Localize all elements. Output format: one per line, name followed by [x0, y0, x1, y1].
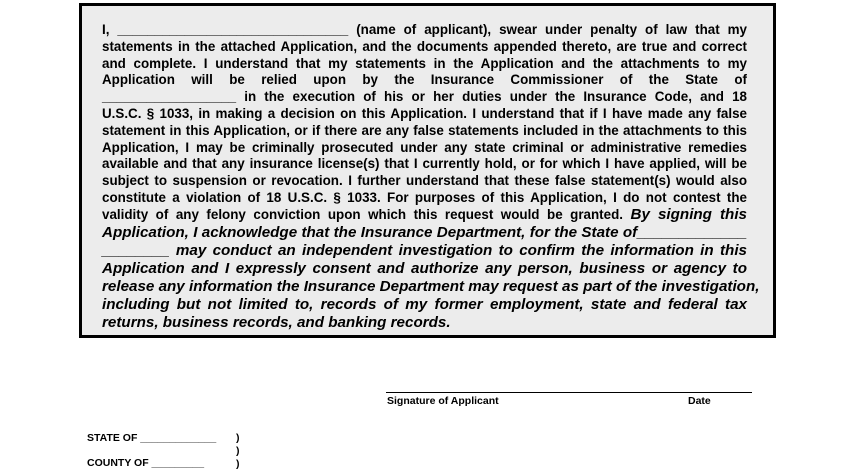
declaration-line-italic-part: By signing this — [630, 205, 747, 223]
bracket: ) — [236, 445, 240, 457]
consent-line: ________ may conduct an independent investigation to confirm the information in this — [102, 241, 747, 259]
signature-line[interactable] — [386, 392, 752, 393]
declaration-line: Application, I may be criminally prosecuted under any state criminal or administrative remedies — [102, 139, 747, 155]
county-of-field[interactable]: COUNTY OF _________ — [87, 457, 205, 469]
declaration-line-bold-part: validity of any felony conviction upon which this request would be granted. — [102, 206, 623, 222]
consent-line: Application and I expressly consent and authorize any person, business or agency to — [102, 259, 747, 277]
declaration-line: constitute a violation of 18 U.S.C. § 1033. For purposes of this Application, I do not contest the — [102, 189, 747, 205]
declaration-line: Application will be relied upon by the Insurance Commissioner of the State of — [102, 72, 747, 88]
consent-line: returns, business records, and banking records. — [102, 313, 451, 331]
declaration-line-mixed — [102, 207, 747, 224]
declaration-line: statements in the attached Application, and the documents appended thereto, are true and correct — [102, 38, 747, 54]
declaration-box — [79, 3, 776, 338]
declaration-line: I, _______________________________ (name of applicant), swear under penalty of law that my — [102, 22, 747, 37]
consent-line: including but not limited to, records of my former employment, state and federal tax — [102, 295, 747, 313]
declaration-line: available and that any insurance license(s) that I currently hold, or for which I have applied, will be — [102, 156, 747, 172]
declaration-line: __________________ in the execution of his or her duties under the Insurance Code, and 18 — [102, 89, 747, 105]
declaration-line: U.S.C. § 1033, in making a decision on this Application. I understand that if I have made any false — [102, 105, 747, 121]
declaration-line: statement in this Application, or if there are any false statements included in the attachments to this — [102, 122, 747, 138]
signature-of-applicant-label: Signature of Applicant — [387, 395, 499, 407]
date-label: Date — [688, 395, 711, 407]
bracket: ) — [236, 458, 240, 470]
state-of-field[interactable]: STATE OF _____________ — [87, 432, 217, 444]
bracket: ) — [236, 432, 240, 444]
consent-line: release any information the Insurance Department may request as part of the investigation, — [102, 277, 760, 295]
declaration-paragraph — [102, 22, 760, 332]
consent-line: Application, I acknowledge that the Insurance Department, for the State of_____________ — [102, 223, 747, 241]
declaration-line: subject to suspension or revocation. I further understand that these false statement(s) would also — [102, 173, 747, 189]
declaration-line: and complete. I understand that my statements in the Application and the attachments to my — [102, 55, 747, 71]
